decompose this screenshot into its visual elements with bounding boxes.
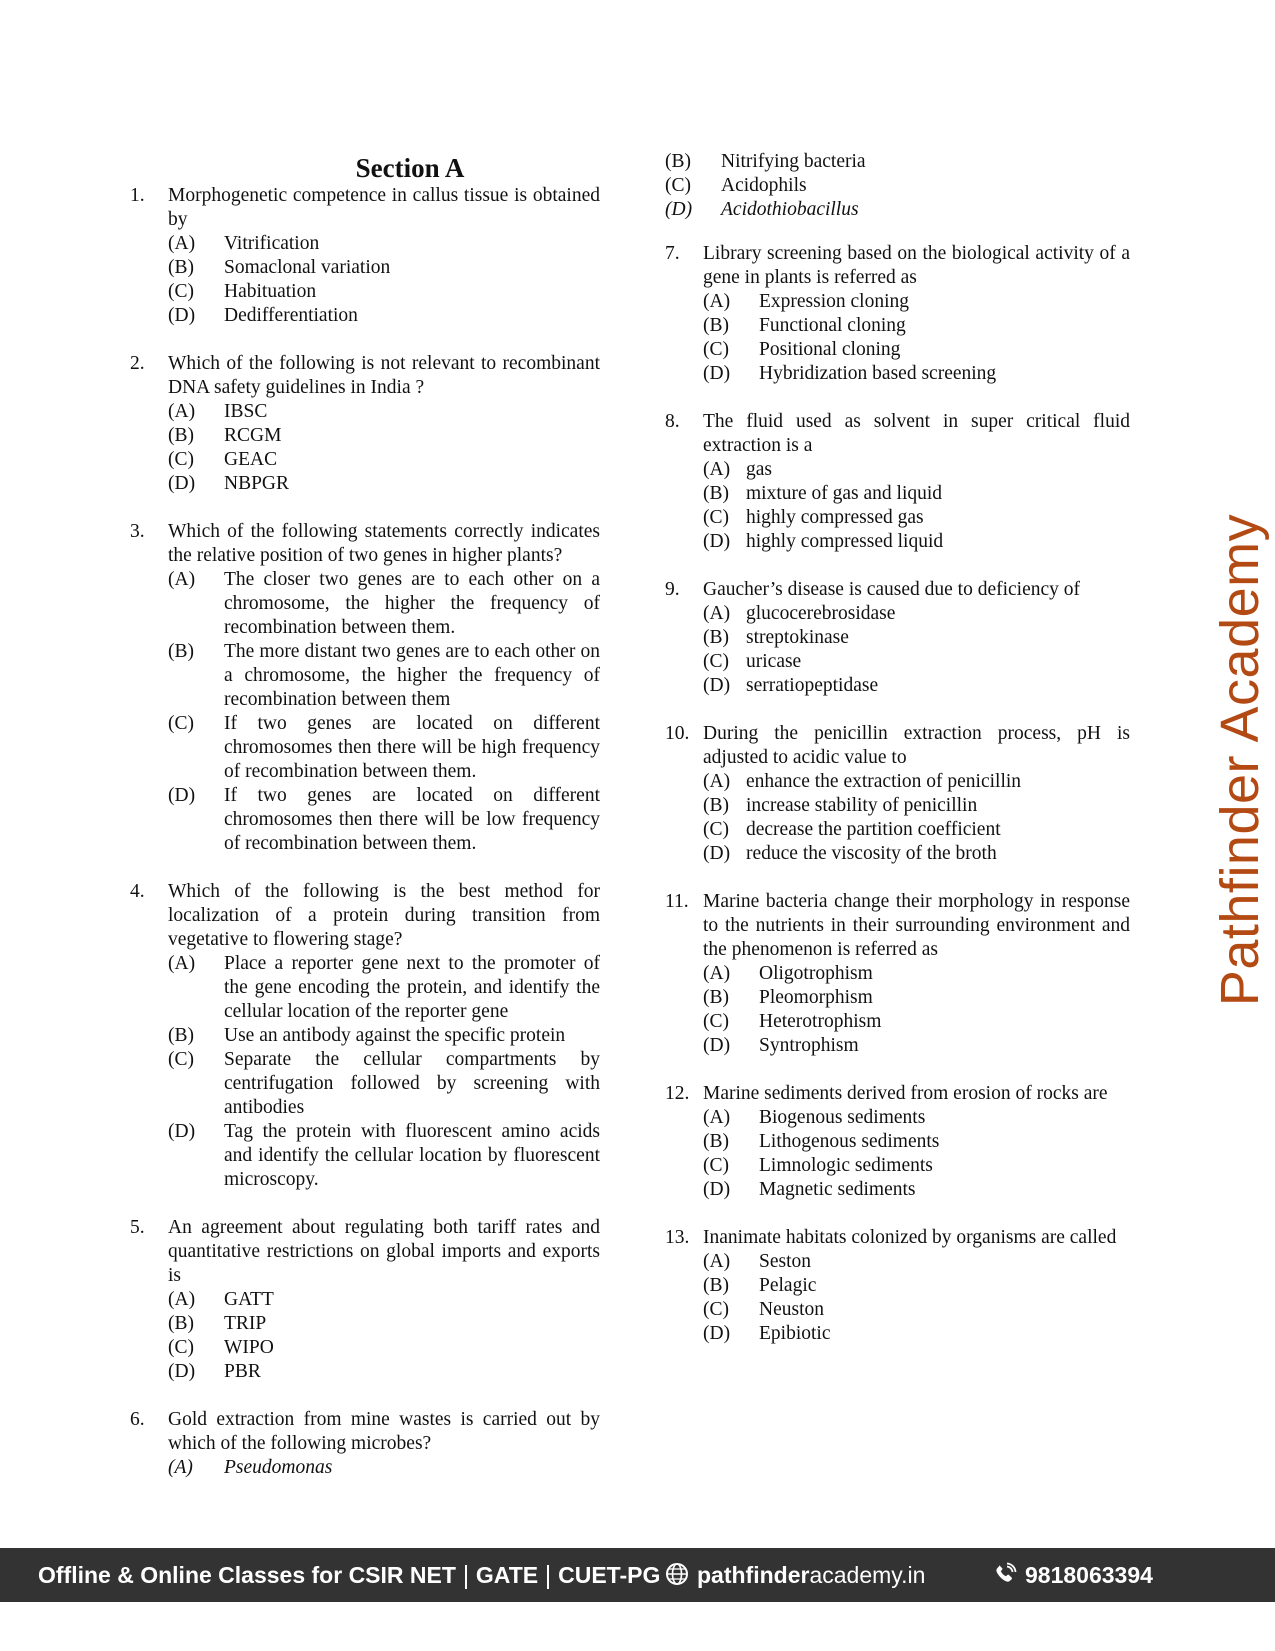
question-stem bbox=[665, 1226, 1130, 1250]
question-stem bbox=[665, 722, 1130, 770]
option-item bbox=[168, 1456, 600, 1480]
question-text: The fluid used as solvent in super critical fluid extraction is a bbox=[703, 411, 1130, 456]
option-label: (A) bbox=[168, 953, 196, 974]
option-text: uricase bbox=[746, 651, 802, 672]
option-item bbox=[168, 232, 600, 256]
question-text: Gold extraction from mine wastes is carried out by which of the following microbes? bbox=[168, 1409, 600, 1454]
option-item bbox=[703, 314, 1130, 338]
options-list bbox=[703, 1250, 1130, 1346]
option-item bbox=[703, 986, 1130, 1010]
option-item bbox=[703, 506, 1130, 530]
option-item bbox=[703, 1154, 1130, 1178]
option-text: glucocerebrosidase bbox=[746, 603, 896, 624]
question-stem bbox=[665, 242, 1130, 290]
option-text: Neuston bbox=[759, 1299, 824, 1320]
option-item bbox=[703, 1250, 1130, 1274]
option-label: (A) bbox=[703, 459, 731, 480]
options-list bbox=[168, 400, 600, 496]
option-item bbox=[168, 424, 600, 448]
option-label: (B) bbox=[168, 641, 194, 662]
option-text: Syntrophism bbox=[759, 1035, 859, 1056]
option-label: (B) bbox=[168, 1025, 194, 1046]
option-label: (A) bbox=[168, 1457, 193, 1478]
option-item bbox=[703, 1034, 1130, 1058]
website-light: academy.in bbox=[809, 1562, 926, 1588]
option-text: Acidothiobacillus bbox=[721, 199, 859, 220]
option-item bbox=[703, 674, 1130, 698]
options-list bbox=[168, 952, 600, 1192]
right-column bbox=[665, 150, 1130, 1370]
option-text: Pelagic bbox=[759, 1275, 817, 1296]
question-number: 1. bbox=[130, 185, 145, 206]
option-text: Place a reporter gene next to the promoter of the gene encoding the protein, and identify the cellular location of the reporter gene bbox=[224, 953, 600, 1022]
option-text: Dedifferentiation bbox=[224, 305, 358, 326]
question-stem bbox=[130, 352, 600, 400]
option-text: If two genes are located on different chromosomes then there will be high frequency of recombination between them. bbox=[224, 713, 600, 782]
option-text: Habituation bbox=[224, 281, 317, 302]
option-label: (D) bbox=[168, 1361, 196, 1382]
option-label: (C) bbox=[168, 449, 194, 470]
option-item bbox=[168, 256, 600, 280]
option-text: IBSC bbox=[224, 401, 268, 422]
question-5 bbox=[130, 1216, 600, 1384]
option-item bbox=[168, 1336, 600, 1360]
option-text: NBPGR bbox=[224, 473, 290, 494]
question-number: 12. bbox=[665, 1083, 690, 1104]
option-label: (A) bbox=[703, 603, 731, 624]
option-label: (D) bbox=[665, 199, 693, 220]
option-label: (C) bbox=[168, 1049, 194, 1070]
option-text: Use an antibody against the specific protein bbox=[224, 1025, 566, 1046]
option-item bbox=[703, 1106, 1130, 1130]
option-item bbox=[703, 1178, 1130, 1202]
option-label: (D) bbox=[168, 305, 196, 326]
divider bbox=[547, 1565, 549, 1589]
option-item bbox=[703, 818, 1130, 842]
question-text: Inanimate habitats colonized by organisms are called bbox=[703, 1227, 1117, 1248]
option-text: Seston bbox=[759, 1251, 812, 1272]
question-text: Which of the following statements correctly indicates the relative position of two genes in higher plants? bbox=[168, 521, 600, 566]
question-11 bbox=[665, 890, 1130, 1058]
option-item bbox=[703, 650, 1130, 674]
option-item bbox=[168, 1360, 600, 1384]
option-text: PBR bbox=[224, 1361, 261, 1382]
option-label: (C) bbox=[168, 1337, 194, 1358]
question-number: 11. bbox=[665, 891, 689, 912]
option-item bbox=[703, 842, 1130, 866]
question-stem bbox=[130, 880, 600, 952]
option-label: (A) bbox=[168, 1289, 196, 1310]
option-text: Heterotrophism bbox=[759, 1011, 882, 1032]
question-stem bbox=[130, 184, 600, 232]
section-title: Section A bbox=[355, 153, 465, 183]
question-stem bbox=[130, 520, 600, 568]
question-text: Gaucher’s disease is caused due to deficiency of bbox=[703, 579, 1081, 600]
option-label: (C) bbox=[703, 339, 729, 360]
footer-gate: GATE bbox=[475, 1562, 539, 1588]
option-item bbox=[703, 530, 1130, 554]
option-item bbox=[168, 400, 600, 424]
question-text: Which of the following is not relevant to recombinant DNA safety guidelines in India ? bbox=[168, 353, 600, 398]
question-number: 10. bbox=[665, 723, 690, 744]
question-stem bbox=[665, 890, 1130, 962]
option-item bbox=[703, 482, 1130, 506]
option-label: (C) bbox=[703, 1299, 729, 1320]
globe-icon bbox=[665, 1562, 689, 1591]
option-item bbox=[703, 602, 1130, 626]
option-item bbox=[168, 784, 600, 856]
option-label: (B) bbox=[703, 795, 729, 816]
options-list bbox=[665, 150, 1130, 222]
option-text: If two genes are located on different chromosomes then there will be low frequency of recombination between them. bbox=[224, 785, 600, 854]
options-list bbox=[703, 962, 1130, 1058]
option-label: (B) bbox=[168, 425, 194, 446]
option-text: Functional cloning bbox=[759, 315, 906, 336]
option-text: Oligotrophism bbox=[759, 963, 873, 984]
option-label: (B) bbox=[703, 1131, 729, 1152]
option-text: serratiopeptidase bbox=[746, 675, 879, 696]
phone-icon bbox=[993, 1562, 1017, 1591]
option-label: (D) bbox=[703, 1035, 731, 1056]
question-number: 8. bbox=[665, 411, 680, 432]
question-text: Library screening based on the biological activity of a gene in plants is referred as bbox=[703, 243, 1130, 288]
option-item bbox=[703, 1010, 1130, 1034]
question-stem bbox=[130, 1408, 600, 1456]
options-list bbox=[168, 568, 600, 856]
option-item bbox=[703, 1130, 1130, 1154]
option-label: (A) bbox=[168, 401, 196, 422]
option-label: (C) bbox=[168, 281, 194, 302]
option-text: Vitrification bbox=[224, 233, 320, 254]
option-item bbox=[703, 626, 1130, 650]
option-text: streptokinase bbox=[746, 627, 849, 648]
question-9 bbox=[665, 578, 1130, 698]
options-list bbox=[703, 602, 1130, 698]
left-column bbox=[130, 150, 600, 1504]
phone-number: 9818063394 bbox=[1025, 1562, 1153, 1588]
right-question-list bbox=[665, 242, 1130, 1346]
option-label: (A) bbox=[703, 1251, 731, 1272]
option-item bbox=[703, 1274, 1130, 1298]
option-item bbox=[168, 1312, 600, 1336]
option-item bbox=[665, 198, 1130, 222]
option-item bbox=[703, 770, 1130, 794]
options-list bbox=[703, 290, 1130, 386]
option-label: (B) bbox=[703, 315, 729, 336]
option-text: RCGM bbox=[224, 425, 282, 446]
option-text: mixture of gas and liquid bbox=[746, 483, 943, 504]
option-item bbox=[703, 458, 1130, 482]
question-text: Marine sediments derived from erosion of rocks are bbox=[703, 1083, 1108, 1104]
option-item bbox=[168, 640, 600, 712]
option-label: (B) bbox=[168, 257, 194, 278]
option-text: GEAC bbox=[224, 449, 278, 470]
option-item bbox=[703, 290, 1130, 314]
option-label: (D) bbox=[703, 1323, 731, 1344]
option-text: The closer two genes are to each other on a chromosome, the higher the frequency of recombination between them. bbox=[224, 569, 600, 638]
option-item bbox=[168, 568, 600, 640]
footer-cuet: CUET-PG bbox=[558, 1562, 661, 1588]
option-item bbox=[168, 280, 600, 304]
left-question-list bbox=[130, 184, 600, 1480]
option-label: (C) bbox=[665, 175, 691, 196]
footer-banner bbox=[0, 1548, 1275, 1602]
options-list bbox=[168, 1288, 600, 1384]
option-label: (D) bbox=[703, 531, 731, 552]
options-list bbox=[703, 458, 1130, 554]
option-label: (A) bbox=[703, 291, 731, 312]
option-item bbox=[168, 1048, 600, 1120]
question-stem bbox=[130, 1216, 600, 1288]
options-list bbox=[168, 1456, 600, 1480]
question-2 bbox=[130, 352, 600, 496]
question-text: During the penicillin extraction process, pH is adjusted to acidic value to bbox=[703, 723, 1130, 768]
option-text: increase stability of penicillin bbox=[746, 795, 978, 816]
option-label: (B) bbox=[703, 1275, 729, 1296]
option-label: (D) bbox=[168, 473, 196, 494]
option-text: TRIP bbox=[224, 1313, 267, 1334]
question-12 bbox=[665, 1082, 1130, 1202]
option-label: (A) bbox=[168, 569, 196, 590]
option-text: highly compressed gas bbox=[746, 507, 924, 528]
option-text: GATT bbox=[224, 1289, 274, 1310]
option-item bbox=[168, 304, 600, 328]
option-text: enhance the extraction of penicillin bbox=[746, 771, 1022, 792]
question-text: Which of the following is the best method for localization of a protein during transition from vegetative to flowering stage? bbox=[168, 881, 600, 950]
options-list bbox=[703, 1106, 1130, 1202]
question-stem bbox=[665, 578, 1130, 602]
question-6 bbox=[130, 1408, 600, 1480]
option-label: (A) bbox=[703, 963, 731, 984]
option-label: (A) bbox=[703, 771, 731, 792]
option-text: Biogenous sediments bbox=[759, 1107, 926, 1128]
option-text: Positional cloning bbox=[759, 339, 901, 360]
question-10 bbox=[665, 722, 1130, 866]
option-text: The more distant two genes are to each other on a chromosome, the higher the frequency of recombination between them bbox=[224, 641, 600, 710]
option-label: (A) bbox=[703, 1107, 731, 1128]
option-item bbox=[168, 472, 600, 496]
option-label: (B) bbox=[703, 483, 729, 504]
option-text: Somaclonal variation bbox=[224, 257, 391, 278]
option-label: (B) bbox=[703, 627, 729, 648]
option-item bbox=[168, 1120, 600, 1192]
question-1 bbox=[130, 184, 600, 328]
option-label: (D) bbox=[703, 1179, 731, 1200]
option-text: Hybridization based screening bbox=[759, 363, 997, 384]
option-label: (D) bbox=[703, 363, 731, 384]
question-text: Marine bacteria change their morphology in response to the nutrients in their surrounding environment and the phenomenon is referred as bbox=[703, 891, 1130, 960]
option-item bbox=[703, 338, 1130, 362]
question-stem bbox=[665, 410, 1130, 458]
question-text: Morphogenetic competence in callus tissue is obtained by bbox=[168, 185, 600, 230]
question-stem bbox=[665, 1082, 1130, 1106]
option-text: Magnetic sediments bbox=[759, 1179, 916, 1200]
option-label: (C) bbox=[703, 1155, 729, 1176]
option-text: Separate the cellular compartments by centrifugation followed by screening with antibodies bbox=[224, 1049, 600, 1118]
question-number: 9. bbox=[665, 579, 680, 600]
option-text: Pseudomonas bbox=[224, 1457, 333, 1478]
option-text: Lithogenous sediments bbox=[759, 1131, 940, 1152]
option-text: highly compressed liquid bbox=[746, 531, 944, 552]
options-list bbox=[168, 232, 600, 328]
option-label: (C) bbox=[703, 507, 729, 528]
watermark-logo-text: Pathfinder Academy bbox=[1210, 513, 1270, 1007]
footer-classes-text: Offline & Online Classes for CSIR NET bbox=[38, 1562, 456, 1588]
option-label: (B) bbox=[703, 987, 729, 1008]
option-label: (D) bbox=[703, 675, 731, 696]
option-item bbox=[703, 1298, 1130, 1322]
option-item bbox=[168, 448, 600, 472]
option-text: Pleomorphism bbox=[759, 987, 873, 1008]
question-13 bbox=[665, 1226, 1130, 1346]
question-4 bbox=[130, 880, 600, 1192]
option-item bbox=[665, 174, 1130, 198]
question-7 bbox=[665, 242, 1130, 386]
footer-website[interactable] bbox=[665, 1562, 925, 1591]
option-item bbox=[703, 794, 1130, 818]
option-item bbox=[703, 962, 1130, 986]
option-item bbox=[168, 1288, 600, 1312]
option-item bbox=[703, 362, 1130, 386]
option-label: (D) bbox=[703, 843, 731, 864]
divider bbox=[465, 1565, 467, 1589]
option-label: (C) bbox=[703, 651, 729, 672]
question-number: 13. bbox=[665, 1227, 690, 1248]
option-item bbox=[168, 712, 600, 784]
footer-classes bbox=[38, 1562, 660, 1589]
question-6-continued bbox=[665, 150, 1130, 222]
question-number: 4. bbox=[130, 881, 145, 902]
question-number: 5. bbox=[130, 1217, 145, 1238]
question-number: 3. bbox=[130, 521, 145, 542]
option-text: WIPO bbox=[224, 1337, 274, 1358]
option-label: (C) bbox=[703, 1011, 729, 1032]
option-item bbox=[665, 150, 1130, 174]
question-3 bbox=[130, 520, 600, 856]
options-list bbox=[703, 770, 1130, 866]
question-8 bbox=[665, 410, 1130, 554]
question-number: 7. bbox=[665, 243, 680, 264]
option-label: (C) bbox=[703, 819, 729, 840]
footer-phone[interactable] bbox=[993, 1562, 1153, 1591]
option-text: reduce the viscosity of the broth bbox=[746, 843, 997, 864]
option-item bbox=[168, 1024, 600, 1048]
option-label: (D) bbox=[168, 1121, 196, 1142]
option-item bbox=[168, 952, 600, 1024]
option-text: Epibiotic bbox=[759, 1323, 831, 1344]
question-text: An agreement about regulating both tariff rates and quantitative restrictions on global imports and exports is bbox=[168, 1217, 600, 1286]
option-text: Limnologic sediments bbox=[759, 1155, 933, 1176]
option-label: (A) bbox=[168, 233, 196, 254]
question-number: 6. bbox=[130, 1409, 145, 1430]
option-label: (C) bbox=[168, 713, 194, 734]
question-number: 2. bbox=[130, 353, 145, 374]
option-text: decrease the partition coefficient bbox=[746, 819, 1001, 840]
option-label: (B) bbox=[168, 1313, 194, 1334]
option-text: gas bbox=[746, 459, 772, 480]
option-text: Acidophils bbox=[721, 175, 807, 196]
option-text: Nitrifying bacteria bbox=[721, 151, 866, 172]
website-bold: pathfinder bbox=[697, 1562, 810, 1588]
option-text: Expression cloning bbox=[759, 291, 910, 312]
option-item bbox=[703, 1322, 1130, 1346]
option-label: (B) bbox=[665, 151, 691, 172]
option-text: Tag the protein with fluorescent amino acids and identify the cellular location by fluorescent microscopy. bbox=[224, 1121, 600, 1190]
option-label: (D) bbox=[168, 785, 196, 806]
